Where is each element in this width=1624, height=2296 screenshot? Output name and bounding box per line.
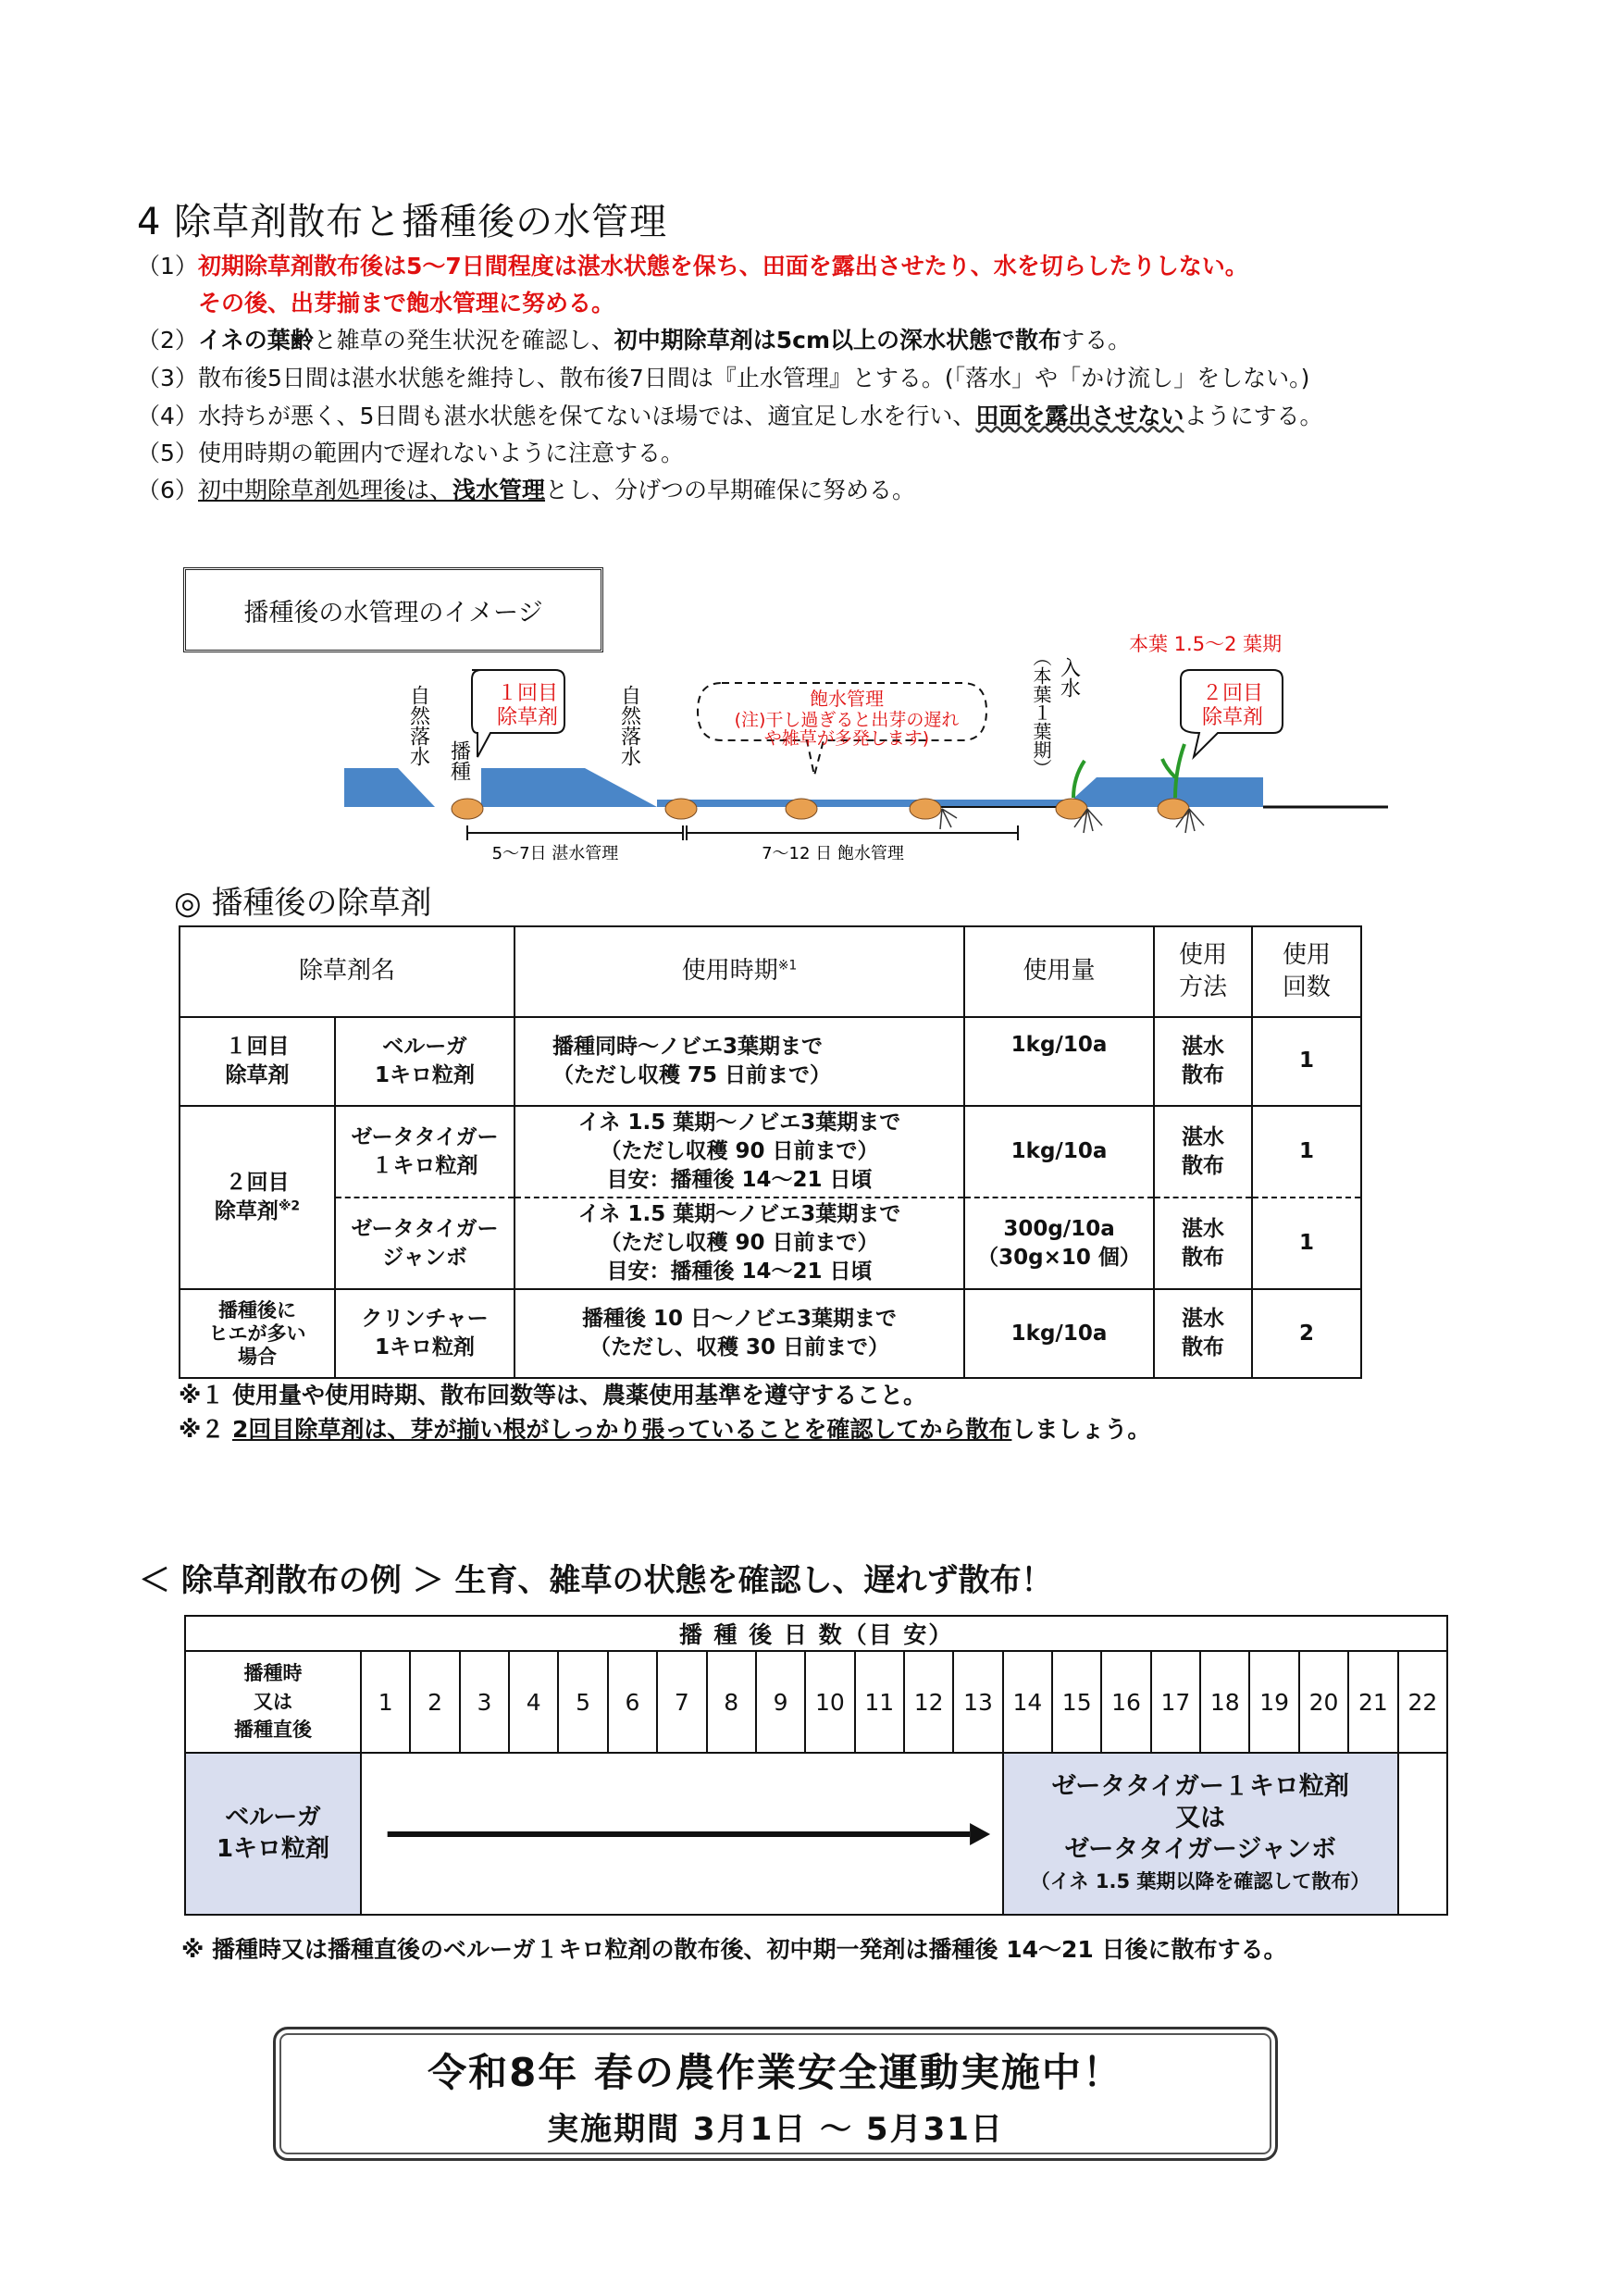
water-band-1 [344,768,435,807]
group-second: ２回目 除草剤$^{※2}$ [180,1106,335,1289]
water-thin-1 [657,800,1064,807]
day-17: 17 [1151,1651,1200,1753]
day-15: 15 [1052,1651,1101,1753]
day-10: 10 [805,1651,854,1753]
product-zeta-granule: ゼータタイガー １キロ粒剤 [335,1106,514,1198]
period-beluga: 播種同時～ノビエ3葉期まで （ただし収穫 75 日前まで） [514,1017,964,1106]
inflow-label: 入水 [1057,657,1081,698]
seed-1 [452,799,483,819]
callout-1-line2: 除草剤 [496,706,559,729]
seed-4 [910,799,941,819]
saturation-line1: 飽水管理 [810,688,884,710]
count-zeta-jumbo: 1 [1252,1198,1361,1289]
period-zeta-granule: イネ 1.5 葉期～ノビエ3葉期まで （ただし収穫 90 日前まで） 目安：播種後 14～21 日頃 [514,1106,964,1198]
span-2-label: 7～12 日 飽水管理 [762,844,904,863]
header-period: 使用時期$^{※1}$ [514,926,964,1017]
item-6: （6）初中期除草剤処理後は、浅水管理とし、分げつの早期確保に努める。 [137,477,916,503]
day-9: 9 [756,1651,805,1753]
day-5: 5 [558,1651,607,1753]
section-title: 4 除草剤散布と播種後の水管理 [137,201,668,243]
day-14: 14 [1003,1651,1052,1753]
timeline-arrow [362,1816,1002,1853]
example-title: ＜ 除草剤散布の例 ＞ 生育、雑草の状態を確認し、遅れず散布！ [139,1562,1053,1599]
subheading: ◎ 播種後の除草剤 [174,885,432,922]
table-row [180,1106,1361,1198]
campaign-banner [273,2027,1278,2161]
first-product-cell: ベルーガ 1キロ粒剤 [185,1753,361,1915]
day-19: 19 [1249,1651,1298,1753]
seed-3 [786,799,817,819]
callout-2-line2: 除草剤 [1201,706,1264,729]
day-8: 8 [707,1651,756,1753]
inflow-note-label: （本葉１葉期） [1030,648,1052,777]
group-many-weeds: 播種後に ヒエが多い 場合 [180,1289,335,1378]
table-row [180,1017,1361,1106]
campaign-period: 実施期間 3月1日 ～ 5月31日 [547,2111,1004,2148]
arrow-cell [361,1753,1003,1915]
header-method: 使用 方法 [1154,926,1252,1017]
table-row [180,1198,1361,1289]
day-12: 12 [904,1651,953,1753]
day-13: 13 [953,1651,1002,1753]
product-zeta-jumbo: ゼータタイガー ジャンボ [335,1198,514,1289]
schedule-header: 播 種 後 日 数（目 安） [185,1616,1447,1651]
item-5: （5）使用時期の範囲内で遅れないように注意する。 [137,440,685,466]
saturation-line2: (注)干し過ぎると出芽の遅れ [734,710,960,730]
group-first: １回目 除草剤 [180,1017,335,1106]
product-clincher: クリンチャー 1キロ粒剤 [335,1289,514,1378]
period-clincher: 播種後 10 日～ノビエ3葉期まで （ただし、収穫 30 日前まで） [514,1289,964,1378]
schedule-table [184,1615,1448,1916]
amount-beluga: 1kg/10a [964,1017,1154,1106]
sowing-label: 播種 [447,740,471,781]
header-count: 使用 回数 [1252,926,1361,1017]
day-7: 7 [657,1651,706,1753]
diagram-title-box: 播種後の水管理のイメージ [183,567,603,652]
water-band-flood [481,768,657,807]
period-zeta-jumbo: イネ 1.5 葉期～ノビエ3葉期まで （ただし収穫 90 日前まで） 目安：播種後 14～21 日頃 [514,1198,964,1289]
amount-zeta-jumbo: 300g/10a （30g×10 個） [964,1198,1154,1289]
method-beluga: 湛水 散布 [1154,1017,1252,1106]
span-1-label: 5～7日 湛水管理 [491,844,619,863]
day-16: 16 [1101,1651,1150,1753]
day-2: 2 [410,1651,459,1753]
header-amount: 使用量 [964,926,1154,1017]
note-2: ※２ 2回目除草剤は、芽が揃い根がしっかり張っていることを確認してから散布しましょう。 [179,1416,1151,1443]
saturation-line3: や雑草が多発します) [763,728,930,749]
item-4: （4）水持ちが悪く、5日間も湛水状態を保てないほ場では、適宜足し水を行い、田面を露出させないようにする。 [137,403,1323,429]
herbicide-table [179,925,1362,1379]
day-21: 21 [1348,1651,1397,1753]
second-product-cell: ゼータタイガー１キロ粒剤 又は ゼータタイガージャンボ （イネ 1.5 葉期以降を確認して散布） [1003,1753,1398,1915]
seed-2 [665,799,697,819]
item-1: （1）初期除草剤散布後は5～7日間程度は湛水状態を保ち、田面を露出させたり、水を切らしたりしない。 [137,253,1248,279]
day-22: 22 [1398,1651,1448,1753]
day-6: 6 [608,1651,657,1753]
item-2: （2）イネの葉齢と雑草の発生状況を確認し、初中期除草剤は5cm以上の深水状態で散布する。 [137,327,1132,354]
amount-zeta-granule: 1kg/10a [964,1106,1154,1198]
day-20: 20 [1299,1651,1348,1753]
method-zeta-granule: 湛水 散布 [1154,1106,1252,1198]
day-4: 4 [509,1651,558,1753]
schedule-first-col: 播種時 又は 播種直後 [185,1651,361,1753]
amount-clincher: 1kg/10a [964,1289,1154,1378]
empty-cell [1398,1753,1448,1915]
callout-2-line1: ２回目 [1201,682,1264,705]
day-3: 3 [460,1651,509,1753]
header-name: 除草剤名 [180,926,514,1017]
callout-1-line1: １回目 [496,682,559,705]
count-zeta-granule: 1 [1252,1106,1361,1198]
table-row [180,1289,1361,1378]
leaf-stage-label: 本葉 1.5～2 葉期 [1129,633,1283,655]
method-zeta-jumbo: 湛水 散布 [1154,1198,1252,1289]
item-1-cont: その後、出芽揃まで飽水管理に努める。 [198,290,615,316]
day-18: 18 [1200,1651,1249,1753]
method-clincher: 湛水 散布 [1154,1289,1252,1378]
count-clincher: 2 [1252,1289,1361,1378]
water-management-diagram [0,0,1624,888]
note-1: ※１ 使用量や使用時期、散布回数等は、農薬使用基準を遵守すること。 [179,1382,927,1409]
example-footnote: ※ 播種時又は播種直後のベルーガ１キロ粒剤の散布後、初中期一発剤は播種後 14～21 日後に散布する。 [181,1936,1287,1963]
natural-drain-1-label: 自然落水 [406,685,430,766]
product-beluga: ベルーガ 1キロ粒剤 [335,1017,514,1106]
day-11: 11 [855,1651,904,1753]
item-3: （3）散布後5日間は湛水状態を維持し、散布後7日間は『止水管理』とする。(「落水」や「かけ流し」をしない。) [137,365,1310,391]
campaign-title: 令和8年 春の農作業安全運動実施中！ [428,2050,1123,2095]
day-1: 1 [361,1651,410,1753]
natural-drain-2-label: 自然落水 [617,685,641,766]
count-beluga: 1 [1252,1017,1361,1106]
